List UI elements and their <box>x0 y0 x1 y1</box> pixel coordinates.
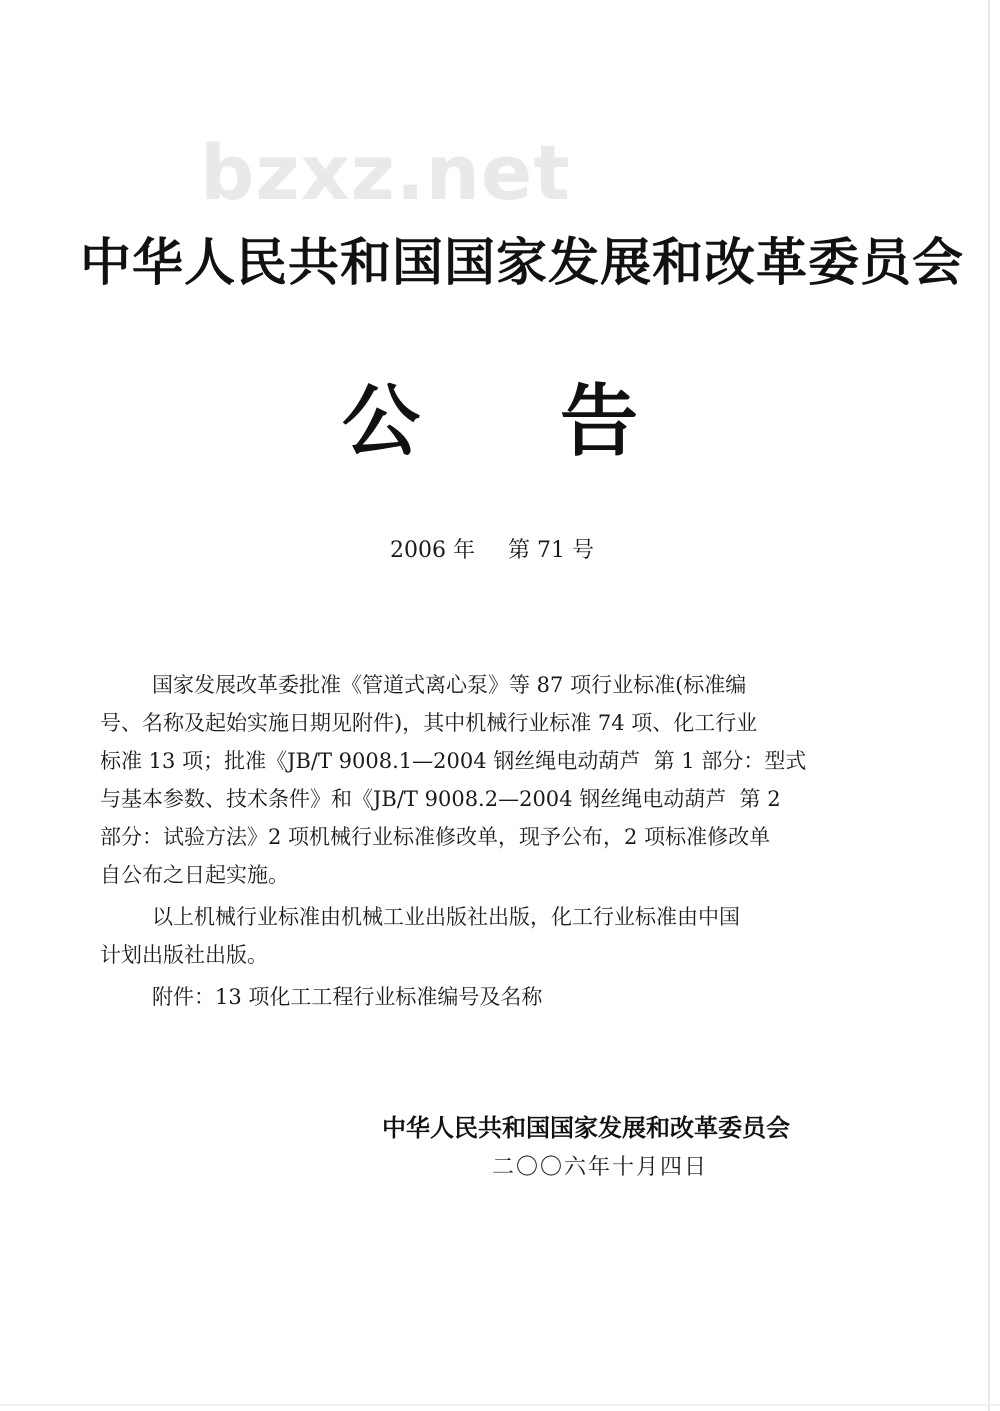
signature-organization: 中华人民共和国国家发展和改革委员会 <box>382 1114 790 1142</box>
page-edge-line <box>988 0 990 1411</box>
watermark-text: bzxz.net <box>200 128 571 217</box>
body-line-2: 号、名称及起始实施日期见附件)，其中机械行业标准 74 项、化工行业 <box>100 711 758 735</box>
body-line-4: 与基本参数、技术条件》和《JB/T 9008.2—2004 钢丝绳电动葫芦 第 2 <box>100 787 781 811</box>
issuer-title: 中华人民共和国国家发展和改革委员会 <box>80 234 965 293</box>
notice-year: 2006 年 <box>390 538 475 563</box>
body-line-3: 标准 13 项；批准《JB/T 9008.1—2004 钢丝绳电动葫芦 第 1 部分：型式 <box>100 749 807 773</box>
notice-title-char-2: 告 <box>560 376 639 467</box>
body-line-7: 以上机械行业标准由机械工业出版社出版，化工行业标准由中国 <box>152 905 740 929</box>
signature-date: 二〇〇六年十月四日 <box>492 1155 709 1180</box>
page-bottom-line <box>0 1404 1000 1406</box>
body-line-8: 计划出版社出版。 <box>100 943 268 967</box>
body-line-6: 自公布之日起实施。 <box>100 863 289 887</box>
body-line-1: 国家发展改革委批准《管道式离心泵》等 87 项行业标准(标准编 <box>152 673 747 697</box>
notice-title-char-1: 公 <box>342 376 421 467</box>
notice-number: 第 71 号 <box>508 538 594 563</box>
body-line-5: 部分：试验方法》2 项机械行业标准修改单，现予公布，2 项标准修改单 <box>100 825 771 849</box>
attachment-line: 附件：13 项化工工程行业标准编号及名称 <box>152 985 543 1009</box>
